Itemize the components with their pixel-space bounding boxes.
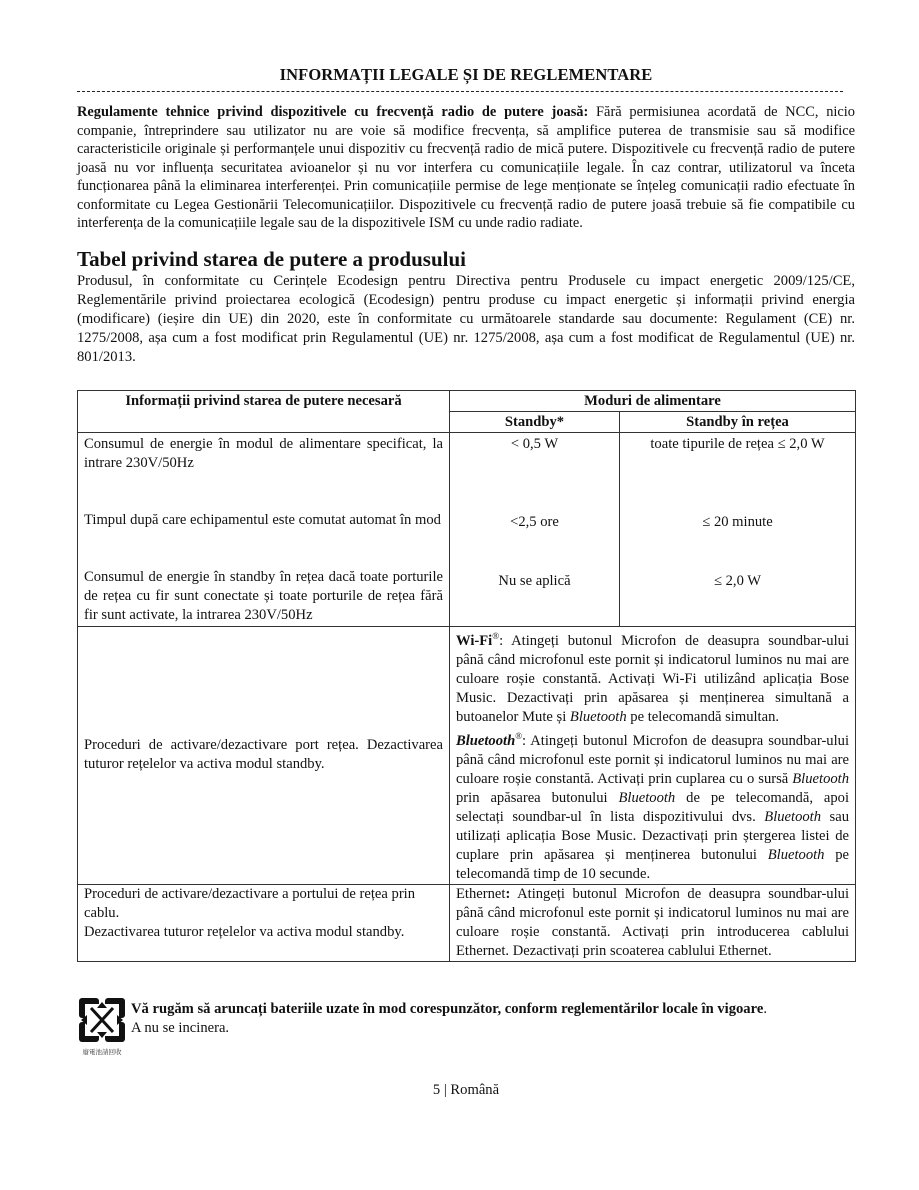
intro-bold-lead: Regulamente tehnice privind dispozitivele cu frecvență radio de putere joasă:	[77, 104, 589, 120]
standby-value: < 0,5 W	[510, 436, 559, 452]
bluetooth-text: prin apăsarea butonului	[456, 789, 619, 806]
battery-bold-text: Vă rugăm să aruncați bateriile uzate în mod corespunzător, conform reglementărilor locale în vigoare	[131, 1001, 764, 1017]
network-value: toate tipurile de rețea ≤ 2,0 W	[650, 436, 825, 452]
page-title: INFORMAȚII LEGALE ȘI DE REGLEMENTARE	[279, 65, 653, 84]
intro-paragraph	[77, 103, 855, 233]
section-paragraph: Produsul, în conformitate cu Cerințele Ecodesign pentru Directiva pentru Produsele cu impact energetic 2009/125/CE, Reglementările privind proiectarea ecologică (Ecodesign) pentru produse cu impact energetic și informații privind energia (modificare) (ieșire din UE) din 2020, este în conformitate cu următoarele standarde sau documente: Regulament (CE) nr. 1275/2008, așa cum a fost modificat prin Regulamentul (UE) nr. 1275/2008, așa cum a fost modificat de Regulamentul (UE) nr. 801/2013.	[77, 273, 855, 365]
intro-text: Fără permisiunea acordată de NCC, nicio companie, întreprindere sau utilizator nu are voie să modifice frecvența, să amplifice puterea de transmisie sau să modifice caracteristicile originale și performanțele unui dispozitiv cu frecvență radio de mică putere. Dispozitivele cu frecvență radio de putere joasă nu vor influența securitatea avioanelor și nu vor interfera cu comunicațiile legale. În caz contrar, utilizatorul va înceta funcționarea până la eliminarea interferenței. Prin comunicațiile permise de lege menționate se înțeleg comunicații radio efectuate în conformitate cu Legea Gestionării Telecomunicațiilor. Dispozitivele cu frecvență radio de putere joasă trebuie să fie compatibile cu interferența de la comunicațiile legale sau de la dispozitivele ISM cu unde radio radiate.	[77, 104, 855, 231]
row-label-text: Consumul de energie în standby în rețea dacă toate porturile de rețea cu fir sunt conectate și toate porturile de rețea fără fir sunt activate, la intrarea 230V/50Hz	[84, 569, 443, 623]
wireless-procedure	[450, 627, 856, 885]
battery-note: A nu se incinera.	[131, 1020, 230, 1036]
page-footer: 5 | Română	[432, 1082, 500, 1098]
bluetooth-text: sau utilizați aplicația Bose Music. Dezactivați prin ștergerea listei de cuplare prin apăsarea și menținerea butonului	[456, 808, 850, 863]
section-heading: Tabel privind starea de putere a produsului	[77, 247, 466, 271]
header-info-blank	[78, 412, 450, 433]
header-network-standby: Standby în rețea	[620, 412, 856, 433]
table-row-wireless	[78, 627, 856, 885]
standby-value: <2,5 ore	[510, 514, 559, 530]
table-header-row	[78, 391, 856, 412]
battery-recycle-icon	[77, 996, 129, 1060]
icon-caption: 廢電池請回收	[82, 1048, 122, 1056]
dashed-separator	[77, 86, 843, 96]
wired-label-line: Proceduri de activare/dezactivare a portului de rețea prin cablu.	[84, 885, 416, 921]
network-value: ≤ 2,0 W	[713, 573, 762, 589]
battery-text	[131, 1000, 767, 1038]
ethernet-colon: :	[505, 885, 511, 902]
bluetooth-title: Bluetooth	[456, 732, 516, 749]
header-info: Informații privind starea de putere necesară	[78, 391, 450, 412]
bluetooth-text: pe telecomandă timp de 10 secunde.	[456, 846, 849, 882]
bluetooth-reg-mark: ®	[515, 730, 523, 741]
bluetooth-italic: Bluetooth	[792, 770, 850, 787]
table-subheader-row	[78, 412, 856, 433]
wifi-text: pe telecomandă simultan.	[626, 708, 780, 725]
wifi-bt-italic: Bluetooth	[569, 708, 627, 725]
row-label-text: Timpul după care echipamentul este comutat automat în mod	[84, 512, 441, 528]
wifi-text: : Atingeți butonul Microfon de deasupra soundbar-ului până când microfonul este pornit și indicatorul luminos nu mai are culoare roșie constantă. Activați Wi-Fi utilizând aplicația Bose Music. Dezactivați prin apăsarea și menținerea simultană a butoanelor Mute și	[456, 632, 850, 725]
bluetooth-italic: Bluetooth	[764, 808, 822, 825]
row-label-text: Consumul de energie în modul de alimentare specificat, la intrare 230V/50Hz	[84, 436, 443, 471]
network-values	[620, 433, 856, 627]
ethernet-text: Atingeți butonul Microfon de deasupra soundbar-ului până când microfonul este pornit și indicatorul luminos nu mai are culoare roșie constantă. Activați prin introducerea cablului Ethernet. Dezactivați prin scoaterea cablului Ethernet.	[456, 885, 850, 959]
wired-label	[78, 884, 450, 961]
wifi-reg-mark: ®	[492, 631, 500, 641]
battery-period: .	[763, 1001, 767, 1017]
standby-values	[450, 433, 620, 627]
ethernet-title: Ethernet	[456, 885, 506, 902]
power-state-table	[77, 390, 856, 962]
wifi-title: Wi-Fi	[456, 632, 493, 649]
table-row-wired	[78, 884, 856, 961]
wired-label-line: Dezactivarea tuturor rețelelor va activa modul standby.	[84, 923, 405, 940]
header-standby: Standby*	[450, 412, 620, 433]
row-label	[78, 433, 450, 627]
bluetooth-text: : Atingeți butonul Microfon de deasupra soundbar-ului până când microfonul este pornit și indicatorul luminos nu mai are culoare roșie constantă. Activați prin cuplarea cu o sursă	[456, 732, 850, 787]
standby-value: Nu se aplică	[498, 573, 571, 589]
bluetooth-italic: Bluetooth	[618, 789, 676, 806]
table-row	[78, 433, 856, 627]
bluetooth-italic: Bluetooth	[767, 846, 825, 863]
wired-procedure	[450, 884, 856, 961]
network-value: ≤ 20 minute	[702, 514, 773, 530]
header-modes: Moduri de alimentare	[450, 391, 856, 412]
bluetooth-text: de pe telecomandă, apoi selectați soundbar-ul în lista dispozitivului dvs.	[456, 789, 850, 825]
wireless-label: Proceduri de activare/dezactivare port rețea. Dezactivarea tuturor rețelelor va activa modul standby.	[78, 627, 450, 885]
